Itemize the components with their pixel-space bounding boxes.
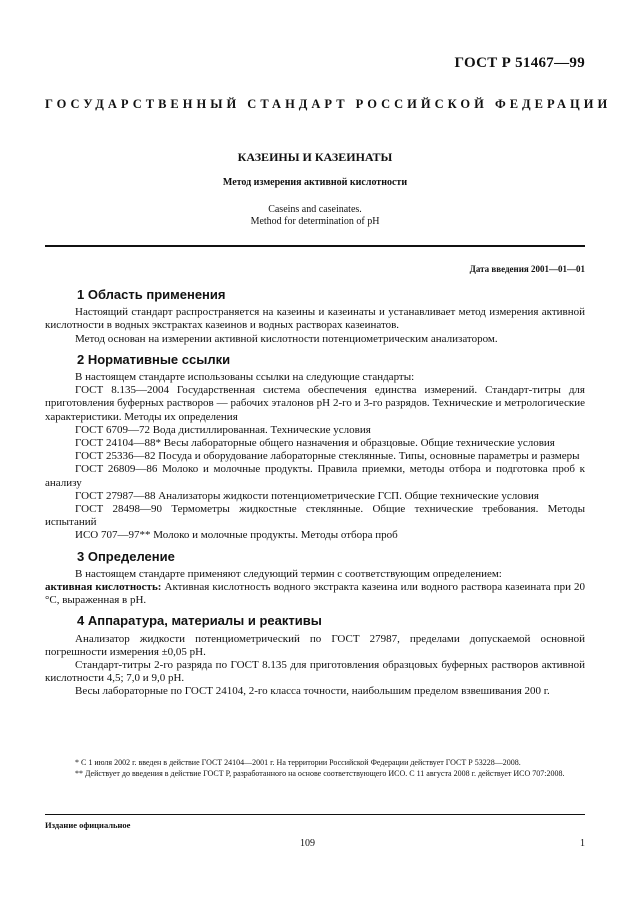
english-title-line-1: Caseins and caseinates. — [268, 204, 362, 215]
section-4-paragraph: Стандарт-титры 2-го разряда по ГОСТ 8.135 для приготовления образцовых буферных растворов активной кислотности 4,5; 7,0 и 9,0 рН. — [45, 659, 585, 685]
section-3-paragraph: В настоящем стандарте применяют следующий термин с соответствующим определением: — [75, 567, 502, 580]
document-subtitle: Метод измерения активной кислотности — [222, 177, 408, 188]
section-4-heading: 4 Аппаратура, материалы и реактивы — [77, 613, 322, 629]
section-2-heading: 2 Нормативные ссылки — [77, 351, 231, 367]
footnote: * С 1 июля 2002 г. введен в действие ГОСТ 24104—2001 г. На территории Российской Федерации действует ГОСТ Р 53228—2008. — [75, 758, 521, 767]
normative-reference: ГОСТ 28498—90 Термометры жидкостные стеклянные. Общие технические требования. Методы испытаний — [45, 503, 585, 529]
introduction-date: Дата введения 2001—01—01 — [469, 264, 585, 274]
term-label: активная кислотность: — [45, 581, 162, 594]
header-divider — [45, 245, 585, 247]
section-3-heading: 3 Определение — [77, 548, 175, 564]
section-1-paragraph: Настоящий стандарт распространяется на казеины и казеинаты и устанавливает метод измерения активной кислотности в водных экстрактах казеинов и водных растворах казеинатов. — [45, 306, 585, 332]
term-text: Активная кислотность водного экстракта казеина или водного раствора казеината при 20 °С, выраженная в рН. — [45, 581, 586, 607]
normative-reference: ГОСТ 26809—86 Молоко и молочные продукты. Правила приемки, методы отбора и подготовка проб к анализу — [45, 463, 585, 489]
gost-number: ГОСТ Р 51467—99 — [454, 55, 585, 71]
page-number-center: 109 — [300, 838, 315, 849]
normative-reference: ГОСТ 24104—88* Весы лабораторные общего назначения и образцовые. Общие технические условия — [75, 437, 555, 450]
edition-label: Издание официальное — [45, 820, 131, 830]
normative-reference: ГОСТ 25336—82 Посуда и оборудование лабораторные стеклянные. Типы, основные параметры и размеры — [75, 450, 580, 463]
term-definition — [45, 581, 585, 607]
document-body — [45, 288, 585, 699]
normative-reference: ГОСТ 6709—72 Вода дистиллированная. Технические условия — [75, 423, 371, 436]
normative-reference: ГОСТ 8.135—2004 Государственная система обеспечения единства измерений. Стандарт-титры для приготовления буферных растворов — рабочих эталонов рН 2-го и 3-го разрядов. Технические и метрологические характеристики. Методы их определения — [45, 384, 585, 423]
section-1-paragraph: Метод основан на измерении активной кислотности потенциометрическим анализатором. — [75, 332, 498, 345]
footer-divider — [45, 814, 585, 815]
section-4-paragraph: Весы лабораторные по ГОСТ 24104, 2-го класса точности, наибольшим пределом взвешивания 200 г. — [75, 685, 550, 698]
normative-reference: ИСО 707—97** Молоко и молочные продукты. Методы отбора проб — [75, 529, 398, 542]
document-title: КАЗЕИНЫ И КАЗЕИНАТЫ — [237, 150, 393, 164]
footnote: ** Действует до введения в действие ГОСТ Р, разработанного на основе соответствующего ИСО. С 11 августа 2008 г. действует ИСО 707:2008. — [75, 769, 565, 778]
normative-reference: ГОСТ 27987—88 Анализаторы жидкости потенциометрические ГСП. Общие технические условия — [75, 489, 539, 502]
section-1-heading: 1 Область применения — [77, 287, 226, 302]
government-standard-title: ГОСУДАРСТВЕННЫЙ СТАНДАРТ РОССИЙСКОЙ ФЕДЕРАЦИИ — [45, 97, 612, 111]
footnotes — [45, 757, 585, 779]
section-4-paragraph: Анализатор жидкости потенциометрический по ГОСТ 27987, пределами допускаемой основной погрешности измерения ±0,05 рН. — [45, 632, 585, 658]
section-2-paragraph: В настоящем стандарте использованы ссылки на следующие стандарты: — [75, 371, 415, 384]
page-number-right: 1 — [580, 838, 585, 849]
english-title — [45, 204, 585, 228]
english-title-line-2: Method for determination of pH — [250, 216, 380, 227]
